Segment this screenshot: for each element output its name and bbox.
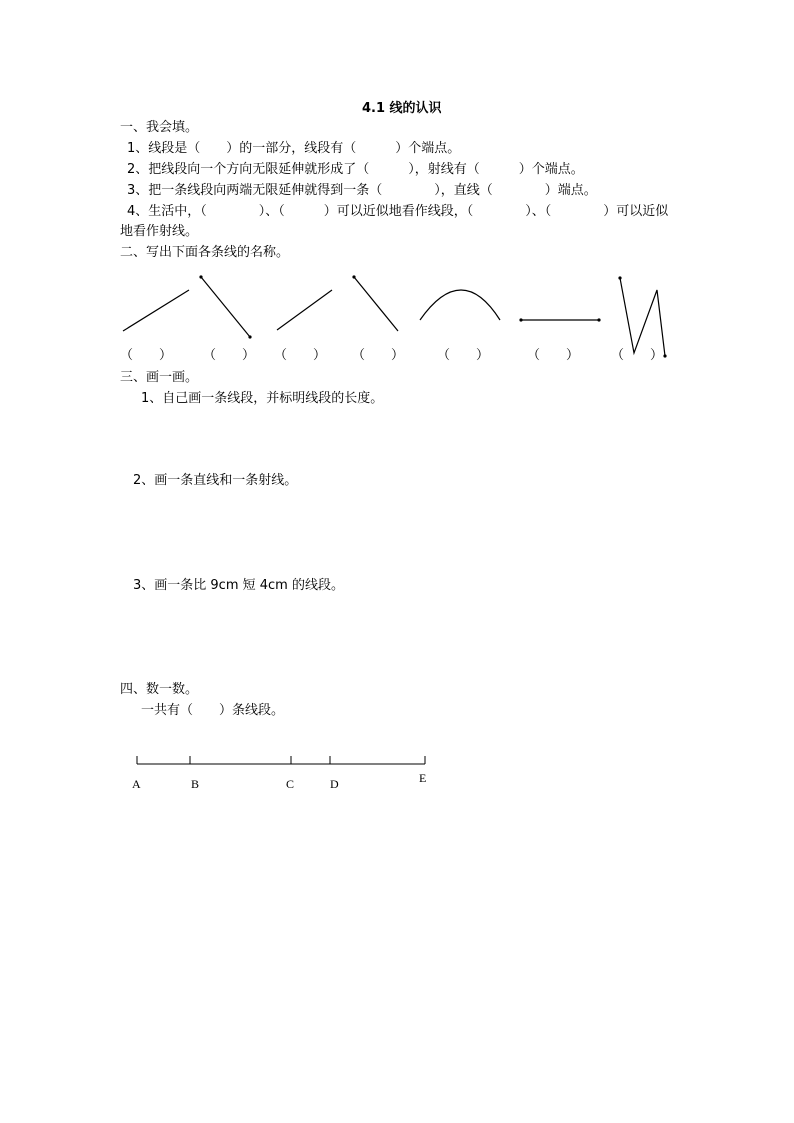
question-3-3: 3、画一条比 9cm 短 4cm 的线段。 [133, 578, 344, 593]
question-3-2: 2、画一条直线和一条射线。 [133, 473, 298, 488]
point-label-e: E [419, 771, 427, 785]
blank-7: （ ） [611, 348, 664, 363]
figure-segment-2 [519, 318, 600, 321]
question-1-3: 3、把一条线段向两端无限延伸就得到一条（ ），直线（ ）端点。 [127, 183, 597, 198]
blank-4: （ ） [352, 348, 405, 363]
point-label-d: D [330, 777, 339, 791]
blank-5: （ ） [437, 348, 490, 363]
section3-heading: 三、画一画。 [120, 370, 199, 385]
page-title: 4.1 线的认识 [362, 101, 442, 116]
blank-1: （ ） [120, 348, 173, 363]
figure-ray-1 [123, 290, 189, 331]
question-1-4-line1: 4、生活中，（ ）、（ ）可以近似地看作线段，（ ）、（ ）可以近似 [127, 204, 669, 219]
point-label-a: A [132, 777, 141, 791]
question-1-1: 1、线段是（ ）的一部分，线段有（ ）个端点。 [127, 141, 461, 156]
section4-heading: 四、数一数。 [120, 682, 199, 697]
question-4: 一共有（ ）条线段。 [141, 703, 285, 718]
blank-6: （ ） [527, 348, 580, 363]
question-3-1: 1、自己画一条线段，并标明线段的长度。 [141, 391, 384, 406]
figure-zigzag [618, 276, 666, 357]
figure-curve [420, 290, 500, 320]
section2-heading: 二、写出下面各条线的名称。 [120, 245, 290, 260]
question-1-4-line2: 地看作射线。 [120, 224, 199, 239]
figure-line-1 [277, 290, 332, 330]
blank-2: （ ） [203, 348, 256, 363]
segment-count-figure [137, 756, 425, 764]
point-label-c: C [286, 777, 295, 791]
question-1-2: 2、把线段向一个方向无限延伸就形成了（ ），射线有（ ）个端点。 [127, 162, 584, 177]
figure-segment-1 [199, 275, 251, 338]
section1-heading: 一、我会填。 [120, 120, 199, 135]
figure-ray-2 [352, 275, 398, 331]
blank-3: （ ） [274, 348, 327, 363]
point-label-b: B [191, 777, 200, 791]
